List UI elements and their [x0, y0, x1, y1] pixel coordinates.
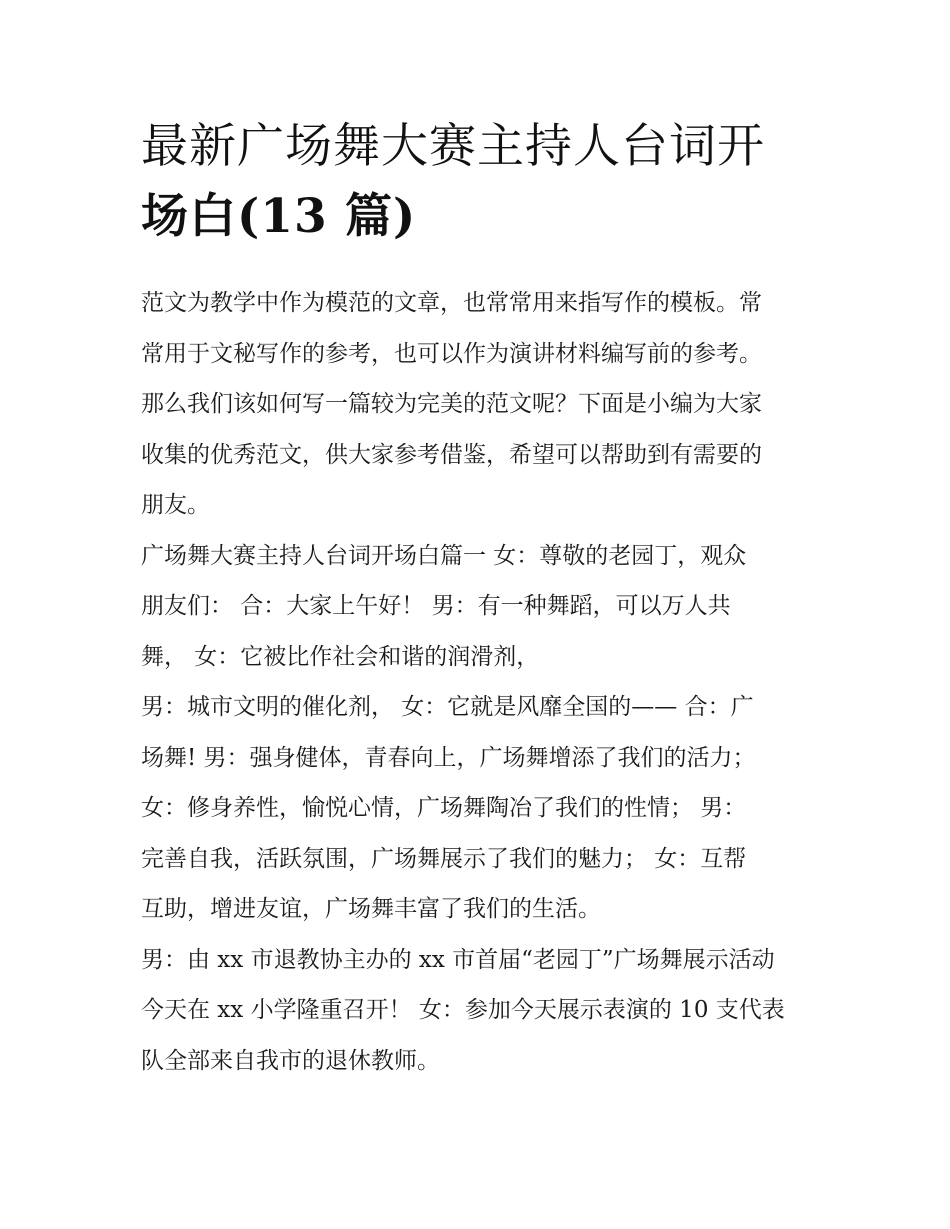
- text-line: 朋友们： 合：大家上午好！ 男：有一种舞蹈，可以万人共: [141, 593, 731, 619]
- text-line: 收集的优秀范文，供大家参考借鉴，希望可以帮助到有需要的: [141, 441, 762, 468]
- title-line-1: 最新广场舞大赛主持人台词开: [141, 119, 765, 174]
- document-body: [141, 278, 821, 1086]
- text-line: 舞， 女：它被比作社会和谐的润滑剂，: [141, 643, 540, 670]
- text-line: 范文为教学中作为模范的文章，也常常用来指写作的模板。常: [141, 290, 762, 316]
- text-line: 男：城市文明的催化剂， 女：它就是风靡全国的—— 合：广: [141, 694, 754, 720]
- document-title: [141, 112, 821, 252]
- text-line: 队全部来自我市的退休教师。: [141, 1047, 440, 1074]
- text-line: 广场舞大赛主持人台词开场白篇一 女：尊敬的老园丁，观众: [141, 542, 747, 569]
- document-page: [141, 112, 821, 1086]
- text-line: 互助，增进友谊，广场舞丰富了我们的生活。: [141, 896, 601, 922]
- text-line: 朋友。: [141, 492, 210, 518]
- paragraph-event-intro: [141, 935, 821, 1087]
- paragraph-article-1-opening: [141, 531, 821, 683]
- text-line: 今天在 xx 小学隆重召开！ 女：参加今天展示表演的 10 支代表: [141, 997, 785, 1023]
- text-line: 常用于文秘写作的参考，也可以作为演讲材料编写前的参考。: [141, 340, 762, 367]
- text-line: 场舞! 男：强身健体，青春向上，广场舞增添了我们的活力；: [141, 744, 756, 771]
- paragraph-intro: [141, 278, 821, 531]
- title-line-2-text: 场白(13 篇): [141, 189, 417, 244]
- text-line: 完善自我，活跃氛围，广场舞展示了我们的魅力； 女：互帮: [141, 845, 747, 872]
- text-line: 男：由 xx 市退教协主办的 xx 市首届“老园丁”广场舞展示活动: [141, 946, 775, 973]
- title-line-2: [141, 182, 821, 252]
- text-line: 女：修身养性，愉悦心情，广场舞陶冶了我们的性情； 男：: [141, 795, 747, 821]
- paragraph-dialogue: [141, 682, 821, 935]
- text-line: 那么我们该如何写一篇较为完美的范文呢？下面是小编为大家: [141, 391, 762, 417]
